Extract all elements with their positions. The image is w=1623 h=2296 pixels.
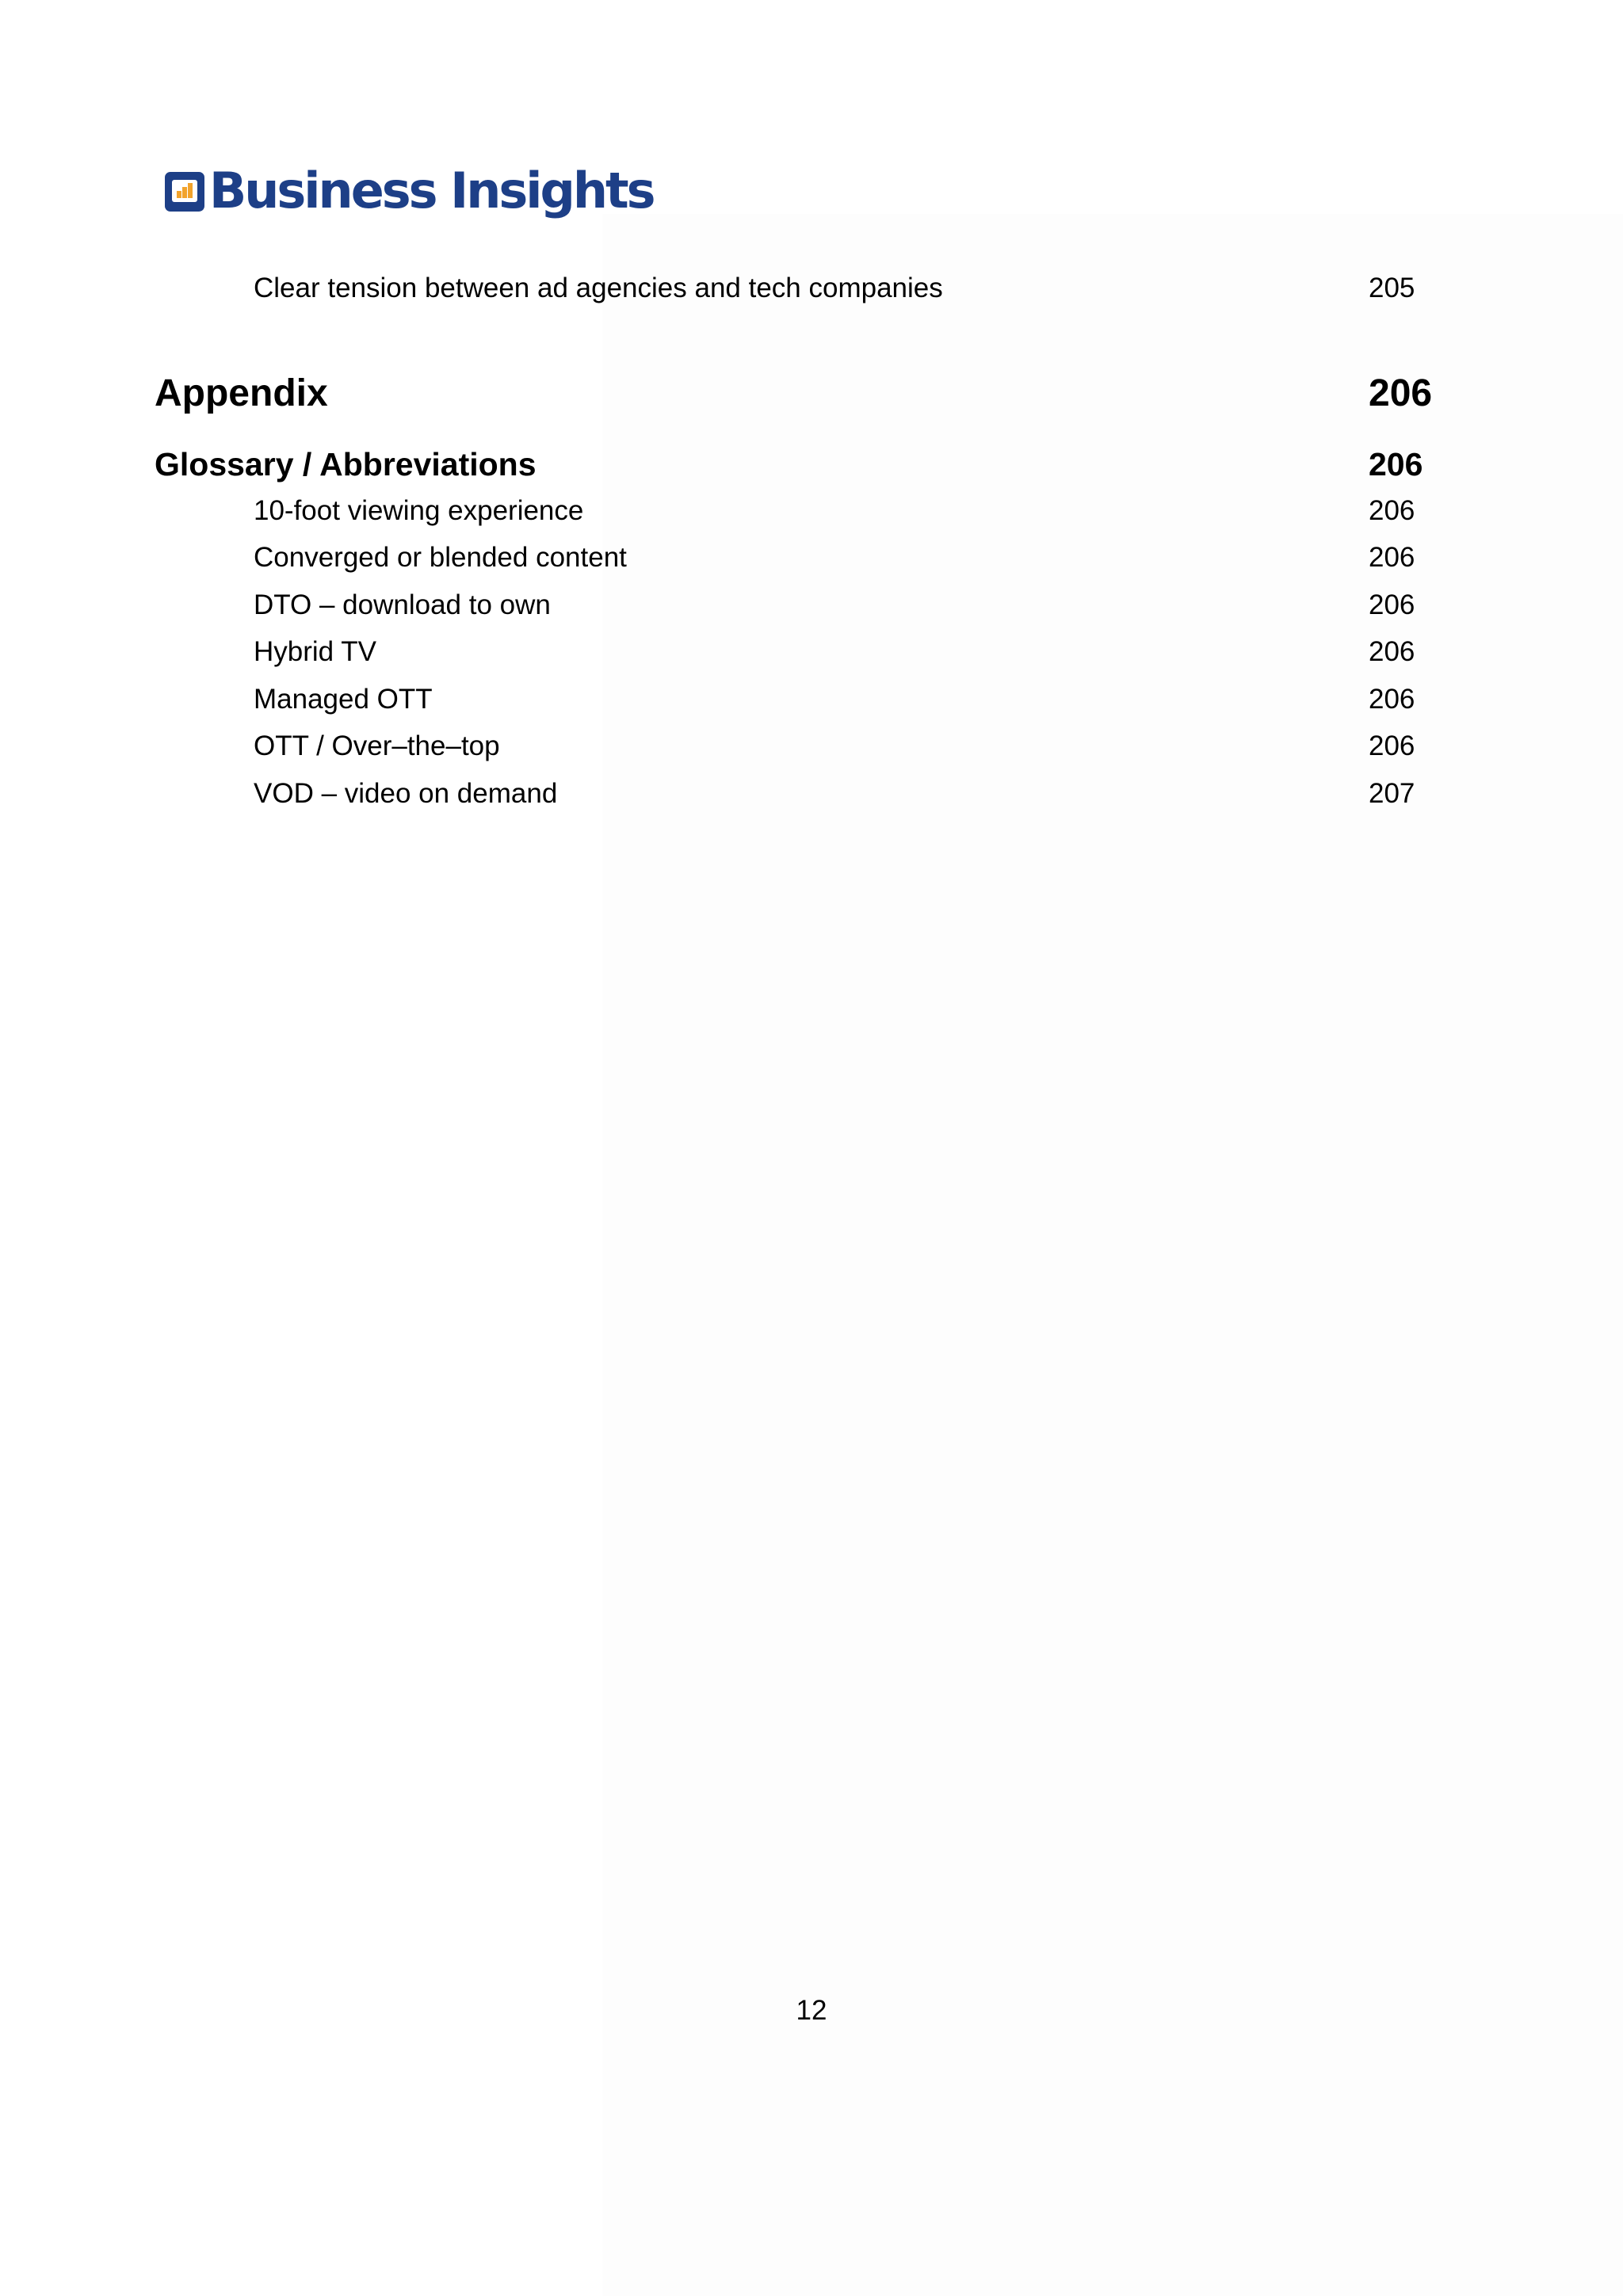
page-number: 12 xyxy=(796,1995,827,2026)
toc-subsection-title: Glossary / Abbreviations xyxy=(155,446,537,482)
toc-entry-title: DTO – download to own xyxy=(254,589,551,620)
toc-entry-page: 206 xyxy=(1369,495,1415,526)
toc-entry-page: 206 xyxy=(1369,684,1415,715)
bar-chart-icon xyxy=(165,172,204,212)
toc-entry-page: 206 xyxy=(1369,589,1415,620)
toc-section-page: 206 xyxy=(1369,372,1433,414)
toc-section-title: Appendix xyxy=(155,372,328,414)
logo-text: Business Insights xyxy=(209,161,654,219)
toc-entry-page: 205 xyxy=(1369,273,1415,303)
toc-subsection-page: 206 xyxy=(1369,446,1423,482)
toc-entry-title: Converged or blended content xyxy=(254,542,627,573)
page-background xyxy=(602,214,1623,2296)
toc-entry-title: Clear tension between ad agencies and tech companies xyxy=(254,273,943,303)
toc-entry-title: Managed OTT xyxy=(254,684,433,715)
toc-entry-title: VOD – video on demand xyxy=(254,778,558,809)
toc-entry-page: 206 xyxy=(1369,730,1415,761)
toc-entry-page: 207 xyxy=(1369,778,1415,809)
toc-entry-title: 10-foot viewing experience xyxy=(254,495,584,526)
toc-entry-title: OTT / Over–the–top xyxy=(254,730,500,761)
business-insights-logo xyxy=(165,158,654,222)
toc-entry-title: Hybrid TV xyxy=(254,636,376,667)
toc-entry-page: 206 xyxy=(1369,542,1415,573)
toc-entry-page: 206 xyxy=(1369,636,1415,667)
